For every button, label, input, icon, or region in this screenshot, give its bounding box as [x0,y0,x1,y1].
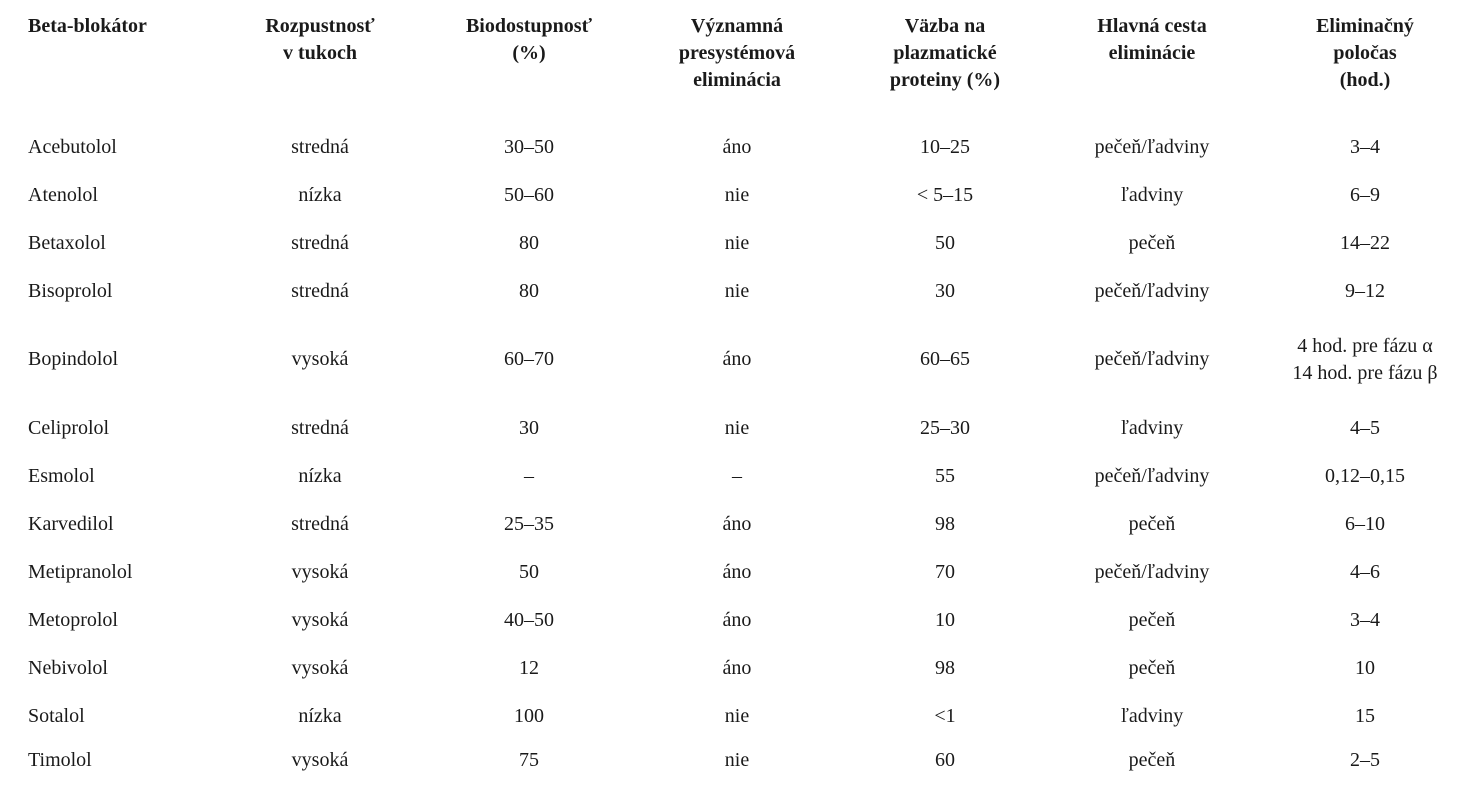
cell-drug: Metoprolol [28,608,118,631]
header-lipid-solubility [200,0,440,123]
cell-solubility: stredná [291,231,349,254]
cell-drug: Bisoprolol [28,279,113,302]
cell-elimination-route: pečeň [1128,231,1176,254]
table-row [0,219,1460,267]
cell-protein-binding: 50 [935,231,955,254]
cell-drug: Bopindolol [28,348,119,370]
cell-half-life: 0,12–0,15 [1325,464,1405,487]
cell-elimination-route: pečeň/ľadviny [1094,135,1210,158]
cell-drug: Timolol [28,749,92,771]
cell-protein-binding: < 5–15 [916,183,974,206]
table-row [0,123,1460,171]
header-text: plazmatické [893,42,997,64]
cell-protein-binding: 98 [935,656,955,679]
cell-drug: Nebivolol [28,656,108,679]
cell-half-life [1270,315,1460,404]
cell-drug: Karvedilol [28,512,114,535]
header-text: Hlavná cesta [1097,15,1207,37]
cell-half-life: 10 [1355,656,1375,679]
header-text: proteiny (%) [889,69,1001,91]
cell-protein-binding: 60–65 [920,348,970,370]
cell-half-life: 15 [1355,704,1375,727]
half-life-alpha: 4 hod. pre fázu α [1297,334,1433,357]
cell-first-pass: áno [722,560,752,583]
cell-first-pass: nie [724,704,750,727]
header-text: (%) [512,42,546,64]
cell-drug: Celiprolol [28,416,110,439]
header-text: Významná [690,15,784,37]
cell-solubility: stredná [291,135,349,158]
cell-drug: Atenolol [28,183,98,206]
cell-bioavailability: 80 [519,279,539,302]
header-text: Beta-blokátor [28,15,147,37]
cell-bioavailability: 40–50 [504,608,554,631]
header-first-pass-elimination [618,0,856,123]
cell-first-pass: áno [722,656,752,679]
cell-first-pass: nie [724,183,750,206]
cell-half-life: 3–4 [1350,608,1380,631]
cell-protein-binding: 55 [935,464,955,487]
cell-bioavailability: 100 [514,704,544,727]
header-text: poločas [1333,42,1397,64]
cell-drug: Acebutolol [28,135,117,158]
cell-elimination-route: ľadviny [1120,416,1184,439]
header-elimination-route [1034,0,1270,123]
header-text: v tukoch [283,42,357,64]
cell-protein-binding: 30 [935,279,955,302]
header-row [0,0,1460,123]
cell-half-life: 2–5 [1350,749,1380,771]
table-row [0,500,1460,548]
cell-solubility: nízka [298,704,342,727]
table-row [0,596,1460,644]
cell-bioavailability: 50–60 [504,183,554,206]
cell-drug: Metipranolol [28,560,133,583]
header-protein-binding [856,0,1034,123]
cell-bioavailability: 12 [519,656,539,679]
header-bioavailability [440,0,618,123]
header-text: Rozpustnosť [265,15,375,37]
cell-bioavailability: 75 [519,749,539,771]
cell-drug: Esmolol [28,464,95,487]
table-row [0,267,1460,315]
cell-protein-binding: 25–30 [920,416,970,439]
half-life-beta: 14 hod. pre fázu β [1292,361,1438,384]
cell-drug: Sotalol [28,704,85,727]
cell-elimination-route: pečeň [1128,512,1176,535]
cell-protein-binding: 10 [935,608,955,631]
cell-protein-binding: 70 [935,560,955,583]
table-row [0,692,1460,740]
table-row [0,740,1460,781]
cell-elimination-route: pečeň [1128,749,1176,771]
cell-elimination-route: pečeň/ľadviny [1094,464,1210,487]
cell-elimination-route: pečeň/ľadviny [1094,560,1210,583]
cell-first-pass: – [732,464,742,487]
cell-solubility: vysoká [291,560,349,583]
cell-solubility: vysoká [291,656,349,679]
cell-bioavailability: 80 [519,231,539,254]
cell-protein-binding: 10–25 [920,135,970,158]
cell-solubility: stredná [291,279,349,302]
cell-solubility: vysoká [291,608,349,631]
cell-solubility: stredná [291,512,349,535]
table-row [0,644,1460,692]
table-row [0,315,1460,404]
table-row [0,548,1460,596]
cell-half-life: 6–9 [1350,183,1380,206]
header-text: (hod.) [1339,69,1391,91]
table-row [0,171,1460,219]
cell-elimination-route: pečeň [1128,656,1176,679]
header-text: Eliminačný [1316,15,1414,37]
cell-bioavailability: – [524,464,534,487]
cell-solubility: nízka [298,183,342,206]
cell-solubility: vysoká [291,749,349,771]
cell-first-pass: nie [724,749,750,771]
cell-elimination-route: pečeň/ľadviny [1094,279,1210,302]
cell-half-life: 6–10 [1345,512,1385,535]
cell-solubility: stredná [291,416,349,439]
cell-drug: Betaxolol [28,231,106,254]
cell-first-pass: áno [722,348,752,370]
cell-elimination-route: ľadviny [1120,183,1184,206]
cell-bioavailability: 30–50 [504,135,554,158]
cell-bioavailability: 25–35 [504,512,554,535]
cell-elimination-route: ľadviny [1120,704,1184,727]
header-text: presystémová [678,42,796,64]
cell-first-pass: áno [722,135,752,158]
cell-protein-binding: 60 [935,749,955,771]
cell-half-life: 3–4 [1350,135,1380,158]
table-row [0,404,1460,452]
cell-half-life: 4–6 [1350,560,1380,583]
table-row [0,452,1460,500]
cell-half-life: 14–22 [1340,231,1390,254]
cell-bioavailability: 60–70 [504,348,554,370]
cell-solubility: nízka [298,464,342,487]
header-text: Väzba na [904,15,986,37]
cell-elimination-route: pečeň/ľadviny [1094,348,1210,370]
header-text: eliminácia [693,69,781,91]
cell-bioavailability: 30 [519,416,539,439]
cell-half-life: 9–12 [1345,279,1385,302]
cell-protein-binding: <1 [934,704,956,727]
cell-first-pass: nie [724,231,750,254]
cell-first-pass: nie [724,279,750,302]
cell-first-pass: nie [724,416,750,439]
cell-solubility: vysoká [291,348,349,370]
cell-first-pass: áno [722,512,752,535]
header-text: Biodostupnosť [465,15,593,37]
cell-protein-binding: 98 [935,512,955,535]
cell-elimination-route: pečeň [1128,608,1176,631]
cell-bioavailability: 50 [519,560,539,583]
header-half-life [1270,0,1460,123]
header-beta-blocker [0,0,200,123]
header-text: eliminácie [1108,42,1196,64]
cell-half-life: 4–5 [1350,416,1380,439]
cell-first-pass: áno [722,608,752,631]
